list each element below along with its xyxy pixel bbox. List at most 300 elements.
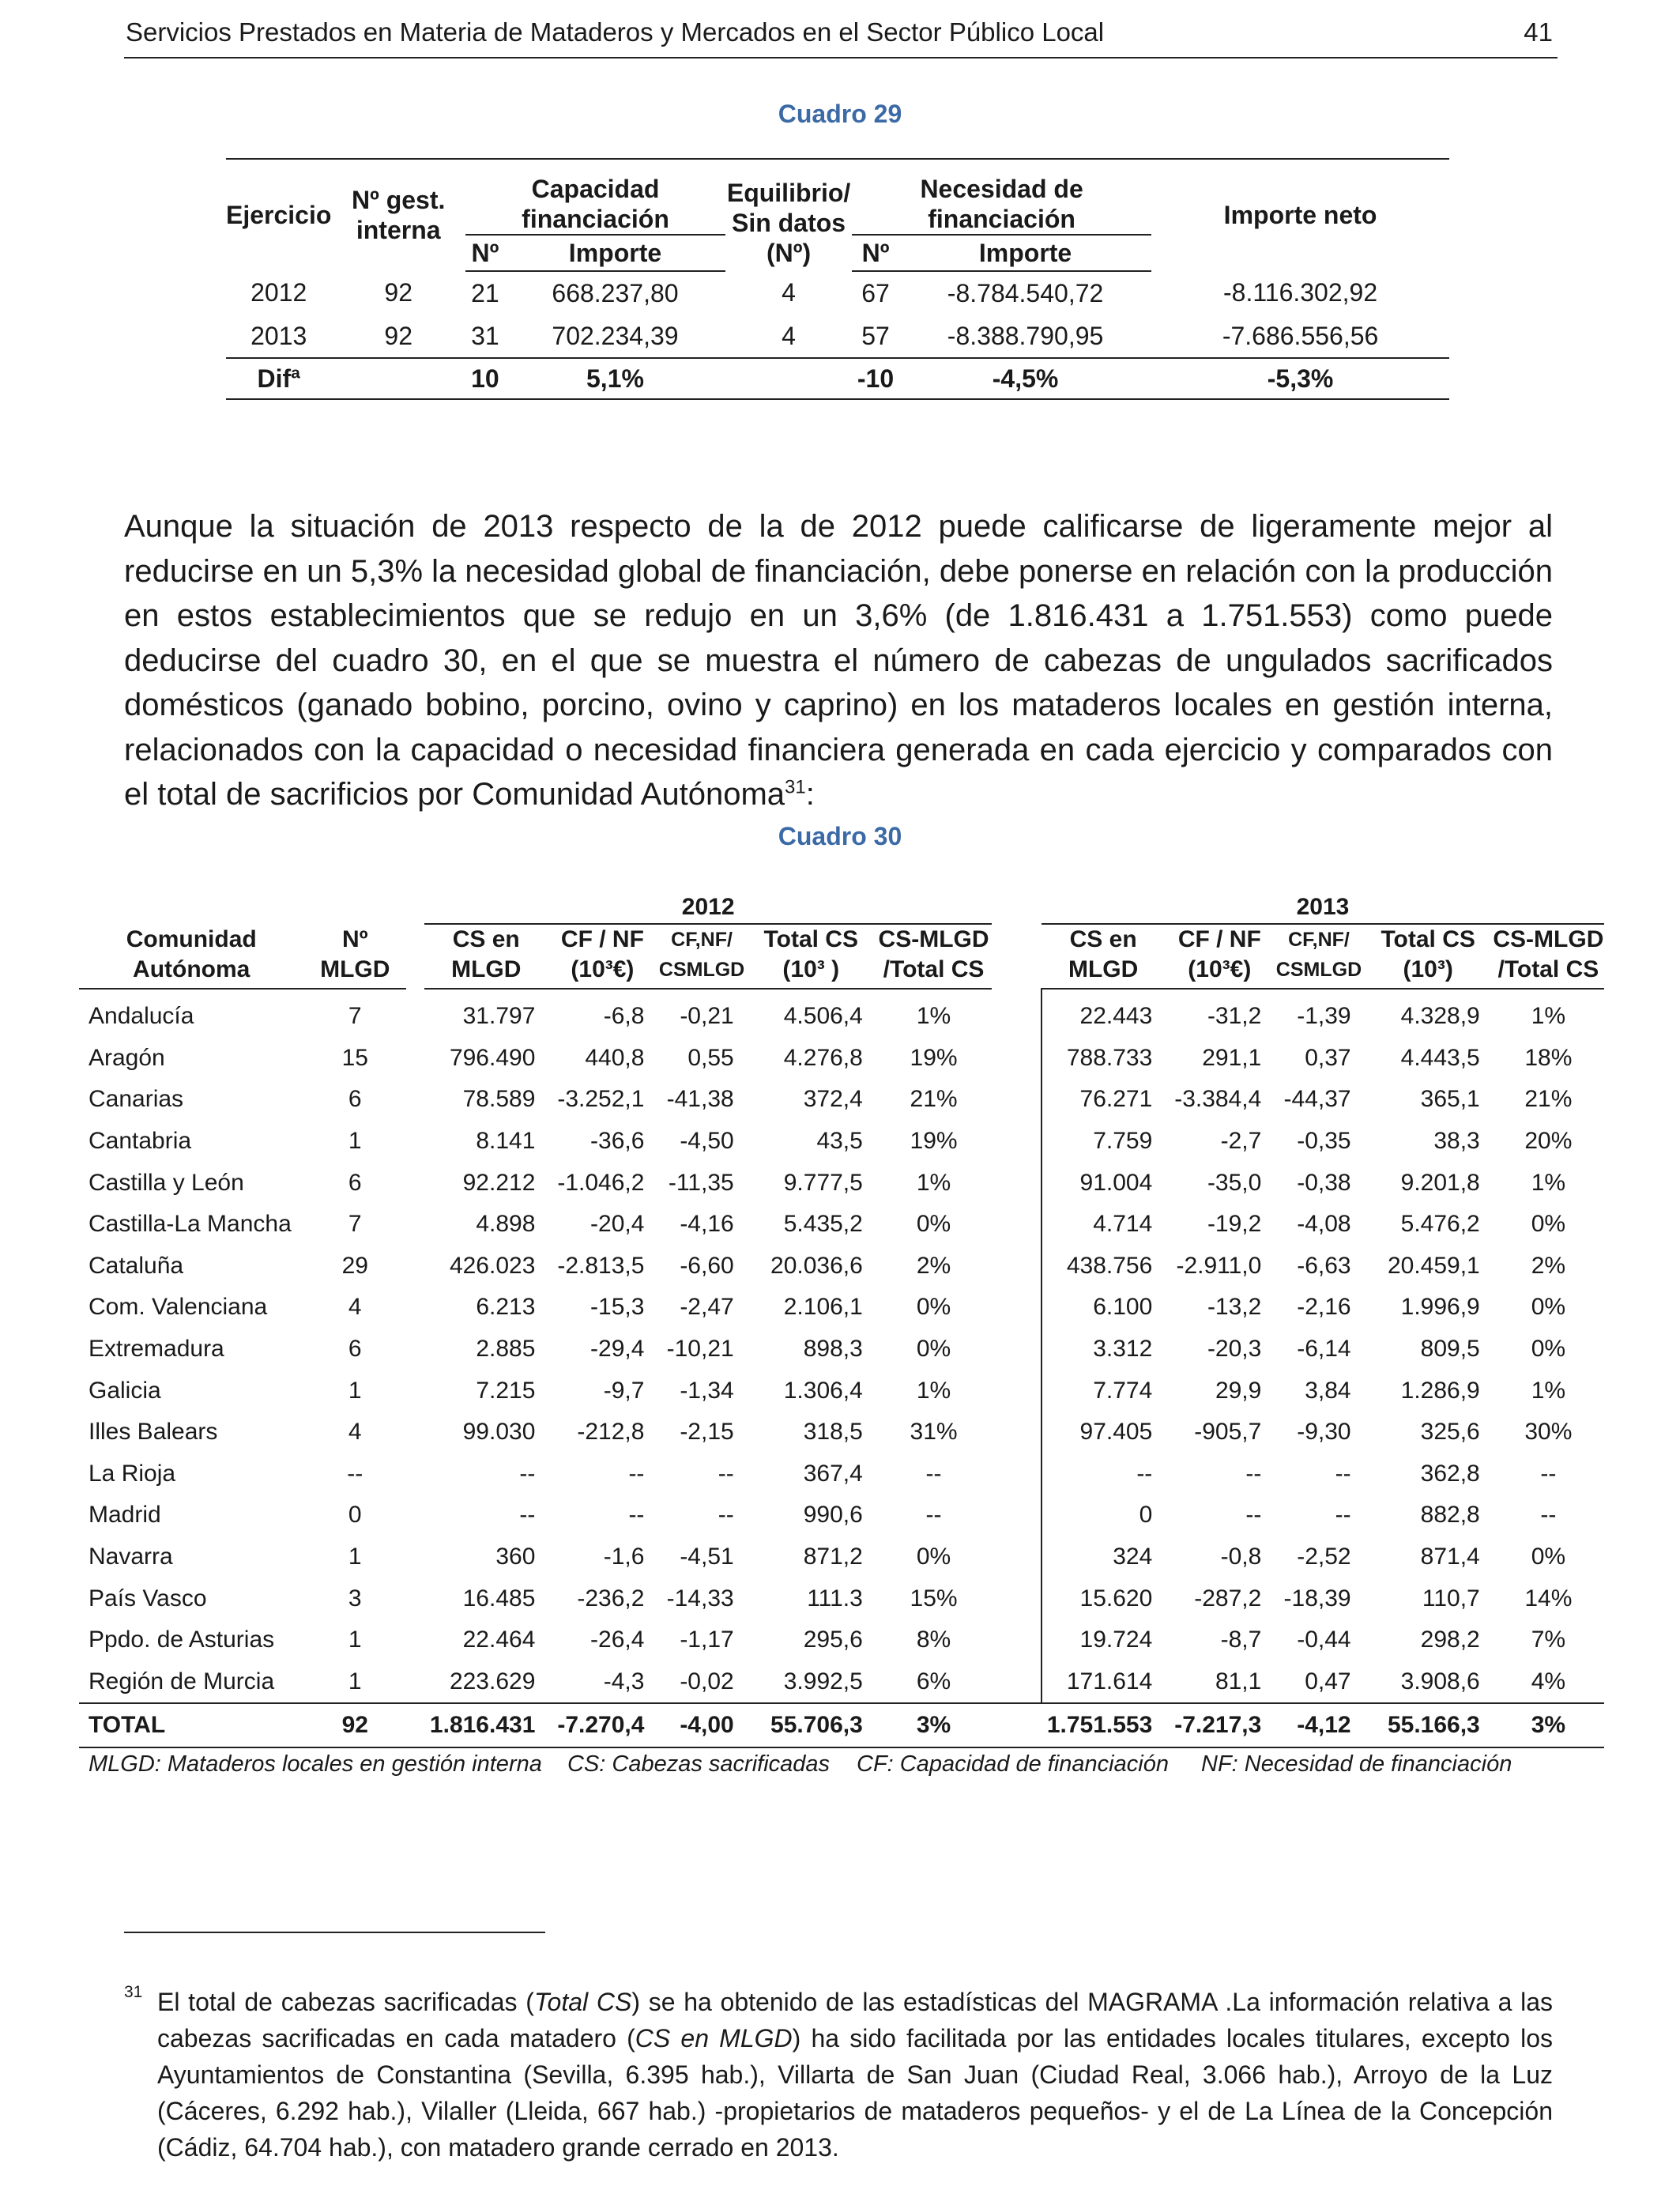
cell-cs-2013: 7.774 — [1093, 1377, 1153, 1404]
cell-ngest: 92 — [384, 321, 412, 350]
cell-total-cs-2013: 4.443,5 — [1400, 1044, 1480, 1071]
cell-n-mlgd: 1 — [348, 1627, 362, 1653]
cell-spacer — [406, 1370, 424, 1412]
col-cs-l2: MLGD — [1068, 956, 1139, 982]
cell-pct-2013: -- — [1540, 1502, 1557, 1529]
cell-cs-2013: 76.271 — [1079, 1086, 1153, 1113]
cell-total-cs-2012: 4.276,8 — [783, 1044, 863, 1071]
cell-cap-importe: 702.234,39 — [552, 321, 679, 350]
col-n-mlgd-l1: Nº — [341, 926, 368, 952]
cell-cfnf-2012: -4,3 — [603, 1668, 645, 1695]
col-cs-l1: CS en — [1069, 926, 1137, 952]
cell-n-mlgd: 6 — [348, 1086, 362, 1113]
cell-cs-2012: 78.589 — [462, 1086, 536, 1113]
col-cfnf-l2: (10³€) — [571, 956, 635, 982]
col-ratio-l2: CSMLGD — [658, 959, 745, 981]
cell-cfnf-2013: 81,1 — [1215, 1668, 1262, 1695]
cell-gap — [992, 1453, 1042, 1495]
cell-pct-2013: 18% — [1524, 1044, 1573, 1071]
cell-gap — [992, 1287, 1042, 1329]
cell-nec-importe: -8.784.540,72 — [947, 278, 1104, 307]
cell-cap-n: 21 — [471, 278, 499, 307]
cell-ngest: 92 — [384, 278, 412, 307]
cell-pct-2013: 1% — [1531, 1377, 1566, 1404]
table-row — [79, 1329, 1604, 1370]
cell-cfnf-2012: -36,6 — [590, 1128, 645, 1155]
footnote-text-part: El total de cabezas sacrificadas ( — [157, 1988, 534, 2016]
cell-gap — [992, 1329, 1042, 1370]
cell-cfnf-2012: -1,6 — [603, 1544, 645, 1570]
cell-cfnf-2013: 29,9 — [1215, 1377, 1262, 1404]
cell-cap-n: 31 — [471, 321, 499, 350]
table-row — [79, 1578, 1604, 1619]
col-equilibrio-l3: (Nº) — [767, 239, 812, 267]
table-row — [226, 271, 1449, 315]
cell-cfnf-2013: -- — [1245, 1502, 1262, 1529]
cell-pct-2013: 14% — [1524, 1585, 1573, 1612]
col-equilibrio — [725, 158, 852, 271]
footnote — [124, 1984, 1553, 2166]
col-capacidad-l1: Capacidad — [531, 175, 660, 203]
cuadro-30-caption: Cuadro 30 — [778, 822, 902, 850]
col-pct-l1: CS-MLGD — [878, 926, 989, 952]
cell-gap — [992, 1246, 1042, 1287]
cell-cfnf-2012: -9,7 — [603, 1377, 645, 1404]
col-cs-2013 — [1042, 924, 1165, 989]
cell-pct-2012: 8% — [916, 1627, 951, 1653]
cell-nec-n: -10 — [852, 358, 899, 399]
cell-equilibrio: 4 — [782, 278, 796, 307]
cell-pct-2012: 1% — [916, 1377, 951, 1404]
cell-ratio-2012: -41,38 — [666, 1086, 734, 1113]
cell-ratio-2012: -4,51 — [680, 1544, 734, 1570]
cell-cs-2012: 426.023 — [449, 1252, 536, 1279]
col-capacidad-l2: financiación — [522, 205, 669, 233]
cell-spacer — [406, 1495, 424, 1536]
col-comunidad — [79, 924, 303, 989]
table-row — [79, 1162, 1604, 1204]
cell-pct-2013: 0% — [1531, 1211, 1566, 1238]
cell-total-cs-2013: 110,7 — [1422, 1585, 1480, 1612]
cell-gap — [992, 1495, 1042, 1536]
cell-cs-2013: 7.759 — [1093, 1128, 1153, 1155]
cell-spacer — [406, 1121, 424, 1163]
cell-pct-2012: 1% — [916, 1003, 951, 1030]
cell-cfnf-2012: -3.252,1 — [557, 1086, 645, 1113]
col-ratio-l1: CF,NF/ — [1288, 929, 1350, 951]
col-n-gest-l1: Nº gest. — [352, 185, 446, 214]
col-cfnf-2013 — [1165, 924, 1274, 989]
body-paragraph-text: Aunque la situación de 2013 respecto de la de 2012 puede calificarse de ligeramente mejor al reducirse en un 5,3% la necesidad global de financiación, debe ponerse en relación con la producción en estos establecimientos que se redujo en un 3,6% (de 1.816.431 a 1.751.553) como puede deducirse del cuadro 30, en el que se muestra el número de cabezas de ungulados sacrificados domésticos (ganado bobino, porcino, ovino y caprino) en los mataderos locales en gestión interna, relacionados con la capacidad o necesidad financiera generada en cada ejercicio y comparados con el total de sacrificios por Comunidad Autónoma — [124, 509, 1553, 812]
cell-pct-2012: 21% — [910, 1086, 958, 1113]
cell-ratio-2013: -6,14 — [1297, 1336, 1351, 1363]
cell-pct-2013: 4% — [1531, 1668, 1566, 1695]
footnote-text-part: ) se ha obtenido de las estadísticas del MAGRAMA .La información relativa a las cabezas sacrificadas en cada matadero ( — [157, 1988, 1554, 2053]
table-row — [79, 1619, 1604, 1661]
col-cfnf-l2: (10³€) — [1188, 956, 1252, 982]
cell-ratio-2012: -0,21 — [680, 1003, 734, 1030]
table-row — [79, 1246, 1604, 1287]
cell-ratio-2013: -1,39 — [1297, 1003, 1351, 1030]
page-header — [124, 11, 1558, 58]
table-row — [79, 1412, 1604, 1453]
cell-ratio-2013: -0,38 — [1297, 1169, 1351, 1196]
cell-pct-2012: 1% — [916, 1169, 951, 1196]
cell-comunidad: País Vasco — [89, 1585, 207, 1612]
cell-spacer — [406, 1619, 424, 1661]
cell-total-cs-2012: 372,4 — [803, 1086, 863, 1113]
cell-importe-neto: -8.116.302,92 — [1223, 278, 1378, 307]
cell-pct-2012: 31% — [910, 1419, 958, 1446]
cell-ratio-2012: 0,55 — [687, 1044, 734, 1071]
cell-ratio-2013: -- — [1335, 1502, 1351, 1529]
cell-comunidad: Andalucía — [89, 1003, 194, 1030]
cell-empty — [725, 358, 852, 399]
cell-pct-2013: 20% — [1524, 1128, 1573, 1155]
cell-ratio-2013: -2,16 — [1297, 1294, 1351, 1321]
cell-gap — [992, 1536, 1042, 1578]
cell-pct-2013: 1% — [1531, 1169, 1566, 1196]
cell-n-mlgd: 0 — [348, 1502, 362, 1529]
cell-total-cs-2012: 295,6 — [803, 1627, 863, 1653]
cell-ratio-2012: -1,17 — [680, 1627, 734, 1653]
cell-cs-2013: 3.312 — [1093, 1336, 1153, 1363]
cell-gap — [992, 1121, 1042, 1163]
header-spacer — [79, 892, 424, 924]
col-nec-importe: Importe — [899, 235, 1151, 271]
col-n-mlgd-l2: MLGD — [320, 956, 390, 982]
cell-importe-neto: -7.686.556,56 — [1222, 321, 1379, 350]
cell-total-cs-2013: 325,6 — [1420, 1419, 1480, 1446]
cell-comunidad: Castilla y León — [89, 1169, 244, 1196]
cell-cap-importe: 5,1% — [505, 358, 725, 399]
cell-comunidad: Navarra — [89, 1544, 173, 1570]
cell-total-cs-2013: 4.328,9 — [1400, 1003, 1480, 1030]
cell-pct-2013: 0% — [1531, 1294, 1566, 1321]
cell-ratio-2013: -9,30 — [1297, 1419, 1351, 1446]
cell-cfnf-2012: 440,8 — [585, 1044, 645, 1071]
col-cfnf-l1: CF / NF — [1177, 926, 1261, 952]
col-total-cs-l2: (10³ ) — [782, 956, 840, 982]
cell-n-mlgd: 29 — [341, 1252, 368, 1279]
cell-comunidad: Galicia — [89, 1377, 161, 1404]
cell-cfnf-2013: 291,1 — [1202, 1044, 1262, 1071]
col-total-cs-2013 — [1364, 924, 1493, 989]
cell-comunidad: Madrid — [89, 1502, 161, 1529]
cell-cfnf-2013: -905,7 — [1194, 1419, 1262, 1446]
cell-cs-2012: 2.885 — [476, 1336, 536, 1363]
cell-total-cs-2013: 9.201,8 — [1400, 1169, 1480, 1196]
cell-total-cs-2013: 298,2 — [1420, 1627, 1480, 1653]
footnote-ref[interactable]: 31 — [785, 776, 806, 798]
cell-n-mlgd: 3 — [348, 1585, 362, 1612]
cell-cfnf-2012: -1.046,2 — [557, 1169, 645, 1196]
page-number: 41 — [1524, 17, 1553, 47]
cell-spacer — [406, 1287, 424, 1329]
cell-ratio-2012: -0,02 — [680, 1668, 734, 1695]
col-necesidad — [852, 158, 1151, 235]
cell-ratio-2012: -14,33 — [666, 1585, 734, 1612]
cell-cs-2012: 6.213 — [476, 1294, 536, 1321]
cell-total-cs-2013: 1.996,9 — [1400, 1294, 1480, 1321]
table-row — [79, 1661, 1604, 1704]
cell-ratio-2013: -6,63 — [1297, 1252, 1351, 1279]
cell-n-mlgd: 1 — [348, 1668, 362, 1695]
table-row — [79, 1121, 1604, 1163]
cell-pct-2013: 30% — [1524, 1419, 1573, 1446]
cell-total-cs-2013: 809,5 — [1420, 1336, 1480, 1363]
cell-cs-2013: 22.443 — [1079, 1003, 1153, 1030]
cell-total-cs-2012: 871,2 — [803, 1544, 863, 1570]
cell-n-mlgd: 1 — [348, 1128, 362, 1155]
cell-cs-2012: 4.898 — [476, 1211, 536, 1238]
cell-total-cs-2012: 5.435,2 — [783, 1211, 863, 1238]
cell-total-cs-2012: 4.506,4 — [783, 1003, 863, 1030]
cell-spacer — [406, 989, 424, 1038]
body-paragraph — [124, 504, 1553, 817]
cuadro-29-caption: Cuadro 29 — [778, 100, 902, 128]
cell-ratio-2012: -- — [718, 1460, 734, 1487]
cell-pct-2012: 0% — [916, 1336, 951, 1363]
cell-cs-2013: 4.714 — [1093, 1211, 1153, 1238]
cell-pct-2013: 3% — [1493, 1703, 1604, 1747]
col-pct-l2: /Total CS — [1497, 956, 1599, 982]
cell-ratio-2012: -2,47 — [680, 1294, 734, 1321]
header-spacer — [406, 924, 424, 989]
col-cs-l2: MLGD — [451, 956, 522, 982]
table-row — [79, 1204, 1604, 1246]
cell-comunidad: Aragón — [89, 1044, 165, 1071]
col-comunidad-l2: Autónoma — [133, 956, 250, 982]
cell-spacer — [406, 1661, 424, 1704]
footnote-separator — [124, 1932, 545, 1933]
cell-n-mlgd: 6 — [348, 1169, 362, 1196]
cell-pct-2012: 6% — [916, 1668, 951, 1695]
cell-spacer — [406, 1329, 424, 1370]
cell-cs-2012: 31.797 — [462, 1003, 536, 1030]
cell-ratio-2013: 0,37 — [1305, 1044, 1351, 1071]
table-row-dif — [226, 358, 1449, 399]
col-cs-l1: CS en — [452, 926, 520, 952]
col-pct-2013 — [1493, 924, 1604, 989]
cell-pct-2012: 2% — [916, 1252, 951, 1279]
header-gap — [992, 924, 1042, 989]
col-cap-importe: Importe — [505, 235, 725, 271]
table-row — [79, 1453, 1604, 1495]
col-total-cs-l1: Total CS — [1381, 926, 1475, 952]
cell-n-mlgd: 4 — [348, 1294, 362, 1321]
cuadro-30-table — [79, 892, 1604, 1748]
cell-cfnf-2012: -6,8 — [603, 1003, 645, 1030]
cell-cs-2013: 97.405 — [1079, 1419, 1153, 1446]
cell-pct-2012: 0% — [916, 1544, 951, 1570]
cell-ratio-2012: -2,15 — [680, 1419, 734, 1446]
table-row — [79, 1038, 1604, 1080]
cell-empty — [331, 358, 465, 399]
cell-total-cs-2013: 1.286,9 — [1400, 1377, 1480, 1404]
cell-cfnf-2013: -35,0 — [1207, 1169, 1262, 1196]
cell-nec-n: 67 — [861, 278, 890, 307]
year-2013: 2013 — [1042, 892, 1604, 924]
cell-cs-2012: 22.464 — [462, 1627, 536, 1653]
cell-comunidad: Illes Balears — [89, 1419, 218, 1446]
cell-cfnf-2013: -2.911,0 — [1176, 1252, 1262, 1279]
cell-cfnf-2012: -15,3 — [590, 1294, 645, 1321]
col-ratio-2013 — [1274, 924, 1363, 989]
cell-cfnf-2013: -31,2 — [1207, 1003, 1262, 1030]
cell-comunidad: Com. Valenciana — [89, 1294, 268, 1321]
cell-ratio-2012: -1,34 — [680, 1377, 734, 1404]
cell-cs-2012: -- — [519, 1460, 536, 1487]
col-equilibrio-l2: Sin datos — [732, 209, 846, 237]
table-row — [79, 1079, 1604, 1121]
col-pct-l2: /Total CS — [883, 956, 985, 982]
cell-total-cs-2013: 3.908,6 — [1400, 1668, 1480, 1695]
legend-nf: NF: Necesidad de financiación — [1201, 1751, 1512, 1777]
cell-spacer — [406, 1578, 424, 1619]
cell-pct-2013: 1% — [1531, 1003, 1566, 1030]
cell-ratio-2013: -0,35 — [1297, 1128, 1351, 1155]
cell-cfnf-2012: -7.270,4 — [548, 1703, 657, 1747]
cell-total-cs-2012: 367,4 — [803, 1460, 863, 1487]
cell-total-cs-2013: 20.459,1 — [1387, 1252, 1480, 1279]
col-n-gest-l2: interna — [356, 215, 441, 244]
cell-n-mlgd: 15 — [341, 1044, 368, 1071]
cell-n-mlgd: 92 — [303, 1703, 406, 1747]
cell-cfnf-2013: -3.384,4 — [1174, 1086, 1262, 1113]
cell-total-cs-2012: 990,6 — [803, 1502, 863, 1529]
cell-cfnf-2012: -20,4 — [590, 1211, 645, 1238]
cell-ratio-2013: -2,52 — [1297, 1544, 1351, 1570]
table-row-total — [79, 1703, 1604, 1747]
cell-cs-2012: 99.030 — [462, 1419, 536, 1446]
col-comunidad-l1: Comunidad — [126, 926, 257, 952]
cell-ratio-2012: -- — [718, 1502, 734, 1529]
col-necesidad-l1: Necesidad de — [920, 175, 1083, 203]
cuadro-29-table — [226, 158, 1449, 400]
cell-total-cs-2013: 365,1 — [1420, 1086, 1480, 1113]
cell-ratio-2012: -4,00 — [657, 1703, 746, 1747]
col-pct-2012 — [876, 924, 992, 989]
col-equilibrio-l1: Equilibrio/ — [726, 179, 851, 207]
cell-cfnf-2013: -- — [1245, 1460, 1262, 1487]
col-n-mlgd — [303, 924, 406, 989]
cell-pct-2012: 15% — [910, 1585, 958, 1612]
cell-cfnf-2013: -287,2 — [1194, 1585, 1262, 1612]
cell-ratio-2013: -0,44 — [1297, 1627, 1351, 1653]
cell-pct-2012: -- — [925, 1502, 942, 1529]
cell-nec-importe: -4,5% — [899, 358, 1151, 399]
cell-ratio-2013: 0,47 — [1305, 1668, 1351, 1695]
cell-total-cs-2013: 55.166,3 — [1364, 1703, 1493, 1747]
cell-pct-2012: 0% — [916, 1294, 951, 1321]
year-2012: 2012 — [424, 892, 992, 924]
cell-total-cs-2013: 5.476,2 — [1400, 1211, 1480, 1238]
col-nec-n: Nº — [852, 235, 899, 271]
cell-spacer — [406, 1412, 424, 1453]
cell-n-mlgd: 7 — [348, 1211, 362, 1238]
cell-comunidad: Región de Murcia — [89, 1668, 275, 1695]
cell-comunidad: Canarias — [89, 1086, 184, 1113]
footnote-italic: CS en MLGD — [635, 2024, 793, 2053]
cell-total-cs-2012: 318,5 — [803, 1419, 863, 1446]
col-ejercicio: Ejercicio — [226, 200, 332, 229]
cell-gap — [992, 1661, 1042, 1704]
cell-total-cs-2012: 3.992,5 — [783, 1668, 863, 1695]
cell-cfnf-2012: -- — [628, 1502, 645, 1529]
col-capacidad — [465, 158, 725, 235]
col-pct-l1: CS-MLGD — [1493, 926, 1604, 952]
cell-cs-2013: 0 — [1139, 1502, 1153, 1529]
cell-comunidad: Ppdo. de Asturias — [89, 1627, 275, 1653]
cell-pct-2013: 0% — [1531, 1544, 1566, 1570]
cell-ratio-2013: -4,08 — [1297, 1211, 1351, 1238]
cell-nec-n: 57 — [861, 321, 890, 350]
cell-gap — [992, 1578, 1042, 1619]
col-n-gest — [331, 158, 465, 271]
col-ratio-l1: CF,NF/ — [671, 929, 733, 951]
cell-cfnf-2013: -19,2 — [1207, 1211, 1262, 1238]
cell-cs-2012: 92.212 — [462, 1169, 536, 1196]
footnote-italic: Total CS — [533, 1988, 632, 2016]
cell-n-mlgd: 6 — [348, 1336, 362, 1363]
cell-comunidad: Cataluña — [89, 1252, 184, 1279]
cell-gap — [992, 1703, 1042, 1747]
cell-total-cs-2012: 2.106,1 — [783, 1294, 863, 1321]
col-cs-2012 — [424, 924, 548, 989]
cell-ejercicio: 2012 — [250, 278, 307, 307]
table-row — [79, 1287, 1604, 1329]
cell-ejercicio: 2013 — [250, 321, 307, 350]
cell-total-cs-2013: 38,3 — [1433, 1128, 1480, 1155]
cell-ratio-2013: -4,12 — [1274, 1703, 1363, 1747]
cell-cfnf-2012: -26,4 — [590, 1627, 645, 1653]
table-row — [79, 1495, 1604, 1536]
cell-pct-2013: -- — [1540, 1460, 1557, 1487]
cell-cfnf-2012: -29,4 — [590, 1336, 645, 1363]
col-total-cs-l2: (10³) — [1403, 956, 1453, 982]
col-cfnf-l1: CF / NF — [560, 926, 644, 952]
cell-total-cs-2012: 20.036,6 — [770, 1252, 863, 1279]
cell-ratio-2012: -4,16 — [680, 1211, 734, 1238]
cell-ratio-2012: -10,21 — [666, 1336, 734, 1363]
cell-comunidad: Castilla-La Mancha — [89, 1211, 292, 1238]
cell-gap — [992, 1619, 1042, 1661]
cell-total-cs-2012: 111.3 — [807, 1585, 863, 1612]
cell-cs-2013: 19.724 — [1079, 1627, 1153, 1653]
cell-cs-2012: 796.490 — [449, 1044, 536, 1071]
cell-ratio-2013: -- — [1335, 1460, 1351, 1487]
legend-cs: CS: Cabezas sacrificadas — [567, 1751, 831, 1777]
cell-cs-2013: 6.100 — [1093, 1294, 1153, 1321]
cell-equilibrio: 4 — [782, 321, 796, 350]
cell-total-cs-2013: 871,4 — [1420, 1544, 1480, 1570]
header-gap — [992, 892, 1042, 924]
table-row — [79, 1370, 1604, 1412]
cell-cs-2012: 1.816.431 — [424, 1703, 548, 1747]
cell-cs-2013: 91.004 — [1079, 1169, 1153, 1196]
cell-cs-2012: 360 — [495, 1544, 536, 1570]
cell-spacer — [406, 1079, 424, 1121]
cell-total-cs-2013: 362,8 — [1420, 1460, 1480, 1487]
cell-nec-importe: -8.388.790,95 — [947, 321, 1104, 350]
cell-cfnf-2013: -0,8 — [1220, 1544, 1262, 1570]
cell-cfnf-2013: -20,3 — [1207, 1336, 1262, 1363]
cell-ratio-2013: -44,37 — [1283, 1086, 1351, 1113]
running-title: Servicios Prestados en Materia de Mataderos y Mercados en el Sector Público Local — [126, 17, 1105, 47]
cell-total-cs-2012: 43,5 — [816, 1128, 863, 1155]
cell-cfnf-2013: -8,7 — [1220, 1627, 1262, 1653]
